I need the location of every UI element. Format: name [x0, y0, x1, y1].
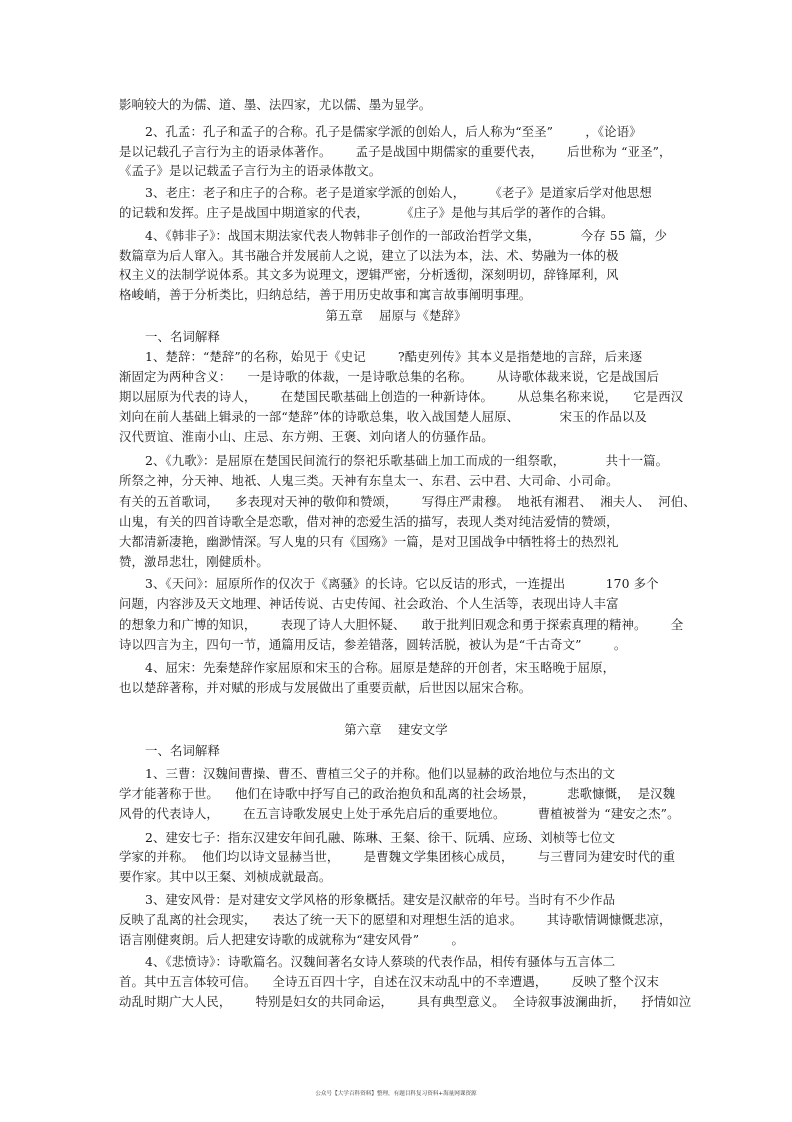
- text-line: 1、楚辞：“楚辞”的名称，始见于《史记 ?酷吏列传》其本义是指楚地的言辞，后来逐: [145, 349, 643, 364]
- text-line: 首。其中五言体较可信。 全诗五百四十字，自述在汉末动乱中的不幸遭遇， 反映了整个汉末: [119, 974, 660, 989]
- text-line: 赞，激昂悲壮，刚健质朴。: [119, 554, 269, 569]
- text-line: 要作家。其中以王粲、刘桢成就最高。: [119, 869, 332, 884]
- text-line: 是以记载孔子言行为主的语录体著作。 孟子是战国中期儒家的重要代表， 后世称为 “亚圣”，: [119, 144, 672, 159]
- text-line: 1、三曹：汉魏间曹操、曹丕、曹植三父子的并称。他们以显赫的政治地位与杰出的文: [145, 766, 616, 781]
- text-line: 语言刚健爽朗。后人把建安诗歌的成就称为“建安风骨” 。: [119, 932, 464, 947]
- text-line: 4、《韩非子》：战国末期法家代表人物韩非子创作的一部政治哲学文集， 今存 55 篇，少: [145, 228, 668, 243]
- text-line: 格峻峭，善于分析类比，归纳总结，善于用历史故事和寓言故事阐明事理。: [119, 287, 532, 302]
- text-line: 诗以四言为主，四句一节，通篇用反诘，参差错落，圆转活脱，被认为是“千古奇文” 。: [119, 637, 627, 652]
- page-footer: 公众号【大学百科资料】整理，有题目科复习资料+海量网课资源: [315, 1091, 477, 1097]
- chapter-heading: 第六章 建安文学: [344, 722, 448, 737]
- text-line: 风骨的代表诗人， 在五言诗歌发展史上处于承先启后的重要地位。 曹植被誉为 “建安之杰”。: [119, 806, 680, 821]
- text-line: 大都清新凄艳，幽渺情深。写人鬼的只有《国殇》一篇，是对卫国战争中牺牲将士的热烈礼: [119, 534, 619, 549]
- text-line: 3、建安风骨：是对建安文学风格的形象概括。建安是汉献帝的年号。当时有不少作品: [145, 892, 616, 907]
- text-line: 2、建安七子：指东汉建安年间孔融、陈琳、王粲、徐干、阮瑀、应玚、刘桢等七位文: [145, 830, 616, 845]
- text-line: 汉代贾谊、淮南小山、庄忌、东方朔、王褒、刘向诸人的仿骚作品。: [119, 429, 494, 444]
- text-line: 的想象力和广博的知识， 表现了诗人大胆怀疑、 敢于批判旧观念和勇于探索真理的精神。 全: [119, 617, 684, 632]
- text-line: 3、《天问》：屈原所作的仅次于《离骚》的长诗。它以反诘的形式，一连提出 170 多个: [145, 576, 659, 591]
- text-line: 有关的五首歌词， 多表现对天神的敬仰和赞颂， 写得庄严肃穆。 地祇有湘君、 湘夫人、 河伯、: [119, 494, 696, 509]
- text-line: 权主义的法制学说体系。其文多为说理文，逻辑严密，分析透彻，深刻明切，辞锋犀利，风: [119, 267, 619, 282]
- text-line: 期以屈原为代表的诗人， 在楚国民歌基础上创造的一种新诗体。 从总集名称来说， 它是西汉: [119, 389, 684, 404]
- text-line: 影响较大的为儒、道、墨、法四家，尤以儒、墨为显学。: [119, 97, 432, 112]
- text-line: 学家的并称。 他们均以诗文显赫当世， 是曹魏文学集团核心成员， 与三曹同为建安时代的重: [119, 849, 676, 864]
- text-line: 一、名词解释: [145, 329, 220, 344]
- chapter-heading: 第五章 屈原与《楚辞》: [325, 308, 467, 323]
- text-line: 反映了乱离的社会现实， 表达了统一天下的愿望和对理想生活的追求。 其诗歌情调慷慨悲凉，: [119, 912, 672, 927]
- text-line: 《孟子》是以记载孟子言行为主的语录体散文。: [119, 163, 382, 178]
- text-line: 2、《九歌》：是屈原在楚国民间流行的祭祀乐歌基础上加工而成的一组祭歌， 共十一篇。: [145, 453, 669, 468]
- text-line: 一、名词解释: [145, 743, 220, 758]
- text-line: 的记载和发挥。庄子是战国中期道家的代表， 《庄子》是他与其后学的著作的合辑。: [119, 205, 614, 220]
- text-line: 2、孔孟：孔子和孟子的合称。孔子是儒家学派的创始人，后人称为“至圣” ，《论语》: [145, 124, 642, 139]
- text-line: 动乱时期广大人民， 特别是妇女的共同命运， 具有典型意义。 全诗叙事波澜曲折， 抒情如泣: [119, 994, 692, 1009]
- text-line: 刘向在前人基础上辑录的一部“楚辞”体的诗歌总集，收入战国楚人屈原、 宋玉的作品以及: [119, 409, 647, 424]
- text-line: 学才能著称于世。 他们在诗歌中抒写自己的政治抱负和乱离的社会场景， 悲歌慷慨， 是汉魏: [119, 786, 676, 801]
- text-line: 4、《悲愤诗》：诗歌篇名。汉魏间著名女诗人蔡琰的代表作品，相传有骚体与五言体二: [145, 954, 616, 969]
- text-line: 渐固定为两种含义： 一是诗歌的体裁，一是诗歌总集的名称。 从诗歌体裁来说，它是战国后: [119, 369, 660, 384]
- text-line: 山鬼，有关的四首诗歌全是恋歌，借对神的恋爱生活的描写，表现人类对纯洁爱情的赞颂，: [119, 514, 619, 529]
- text-line: 4、屈宋：先秦楚辞作家屈原和宋玉的合称。屈原是楚辞的开创者，宋玉略晚于屈原，: [145, 660, 616, 675]
- text-line: 问题，内容涉及天文地理、神话传说、古史传闻、社会政治、个人生活等，表现出诗人丰富: [119, 596, 619, 611]
- text-line: 也以楚辞著称，并对赋的形成与发展做出了重要贡献，后世因以屈宋合称。: [119, 680, 532, 695]
- text-line: 3、老庄：老子和庄子的合称。老子是道家学派的创始人， 《老子》是道家后学对他思想: [145, 185, 652, 200]
- text-line: 所祭之神，分天神、地祇、人鬼三类。天神有东皇太一、东君、云中君、大司命、小司命。: [119, 473, 619, 488]
- text-line: 数篇章为后人窜入。其书融合并发展前人之说，建立了以法为本，法、术、势融为一体的极: [119, 248, 619, 263]
